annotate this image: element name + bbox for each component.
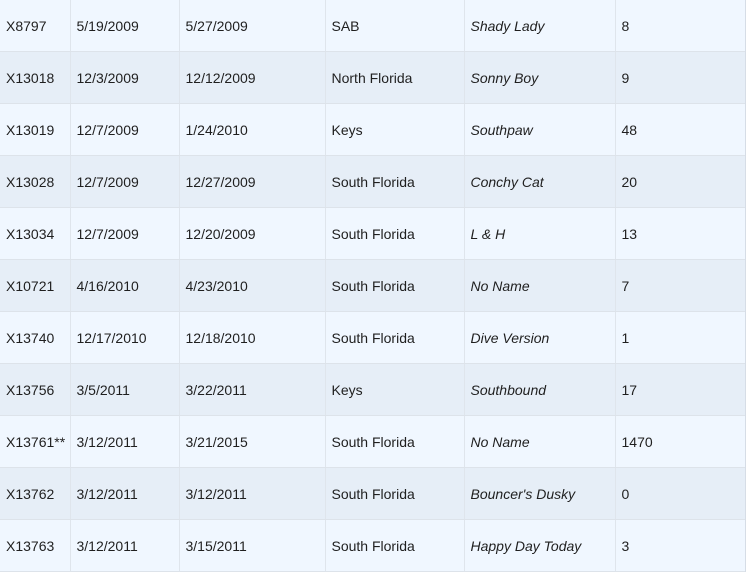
- cell-vessel: No Name: [464, 260, 615, 312]
- cell-start-date: 12/3/2009: [70, 52, 179, 104]
- cell-count: 1: [615, 312, 745, 364]
- table-row: [0, 364, 745, 416]
- cell-id: X13763: [0, 520, 70, 572]
- cell-region: South Florida: [325, 416, 464, 468]
- cell-end-date: 3/12/2011: [179, 468, 325, 520]
- cell-region: South Florida: [325, 312, 464, 364]
- cell-vessel: Shady Lady: [464, 0, 615, 52]
- cell-count: 1470: [615, 416, 745, 468]
- cell-vessel: Dive Version: [464, 312, 615, 364]
- cell-start-date: 3/5/2011: [70, 364, 179, 416]
- cell-start-date: 4/16/2010: [70, 260, 179, 312]
- cell-start-date: 5/19/2009: [70, 0, 179, 52]
- table-row: [0, 468, 745, 520]
- cell-count: 3: [615, 520, 745, 572]
- cell-vessel: Southpaw: [464, 104, 615, 156]
- cell-id: X13762: [0, 468, 70, 520]
- cell-region: North Florida: [325, 52, 464, 104]
- cell-region: Keys: [325, 104, 464, 156]
- cell-region: South Florida: [325, 520, 464, 572]
- cell-region: South Florida: [325, 260, 464, 312]
- cell-region: Keys: [325, 364, 464, 416]
- cell-start-date: 12/17/2010: [70, 312, 179, 364]
- cell-vessel: Happy Day Today: [464, 520, 615, 572]
- table-row: [0, 104, 745, 156]
- table-row: [0, 156, 745, 208]
- table-row: [0, 208, 745, 260]
- cell-end-date: 5/27/2009: [179, 0, 325, 52]
- cell-id: X10721: [0, 260, 70, 312]
- cell-start-date: 12/7/2009: [70, 208, 179, 260]
- cell-vessel: L & H: [464, 208, 615, 260]
- cell-end-date: 12/18/2010: [179, 312, 325, 364]
- cell-count: 7: [615, 260, 745, 312]
- cell-start-date: 12/7/2009: [70, 156, 179, 208]
- cell-vessel: Bouncer's Dusky: [464, 468, 615, 520]
- cell-id: X8797: [0, 0, 70, 52]
- cell-end-date: 12/20/2009: [179, 208, 325, 260]
- cell-count: 13: [615, 208, 745, 260]
- cell-region: South Florida: [325, 156, 464, 208]
- cell-count: 8: [615, 0, 745, 52]
- table-row: [0, 520, 745, 572]
- table-row: [0, 52, 745, 104]
- cell-id: X13019: [0, 104, 70, 156]
- cell-id: X13028: [0, 156, 70, 208]
- cell-count: 20: [615, 156, 745, 208]
- cell-id: X13018: [0, 52, 70, 104]
- cell-start-date: 3/12/2011: [70, 520, 179, 572]
- cell-start-date: 3/12/2011: [70, 468, 179, 520]
- cell-start-date: 3/12/2011: [70, 416, 179, 468]
- cell-id: X13761**: [0, 416, 70, 468]
- cell-vessel: Sonny Boy: [464, 52, 615, 104]
- cell-region: South Florida: [325, 208, 464, 260]
- cell-count: 9: [615, 52, 745, 104]
- cell-end-date: 1/24/2010: [179, 104, 325, 156]
- cell-end-date: 3/15/2011: [179, 520, 325, 572]
- cell-end-date: 3/22/2011: [179, 364, 325, 416]
- cell-vessel: Conchy Cat: [464, 156, 615, 208]
- cell-count: 0: [615, 468, 745, 520]
- cell-count: 48: [615, 104, 745, 156]
- table-row: [0, 260, 745, 312]
- table-row: [0, 416, 745, 468]
- table-row: [0, 0, 745, 52]
- cell-end-date: 12/12/2009: [179, 52, 325, 104]
- cell-id: X13756: [0, 364, 70, 416]
- cell-vessel: No Name: [464, 416, 615, 468]
- cell-id: X13740: [0, 312, 70, 364]
- cell-count: 17: [615, 364, 745, 416]
- cell-region: South Florida: [325, 468, 464, 520]
- cell-start-date: 12/7/2009: [70, 104, 179, 156]
- cell-end-date: 3/21/2015: [179, 416, 325, 468]
- cell-region: SAB: [325, 0, 464, 52]
- cell-vessel: Southbound: [464, 364, 615, 416]
- cell-end-date: 4/23/2010: [179, 260, 325, 312]
- table-row: [0, 312, 745, 364]
- cell-id: X13034: [0, 208, 70, 260]
- cell-end-date: 12/27/2009: [179, 156, 325, 208]
